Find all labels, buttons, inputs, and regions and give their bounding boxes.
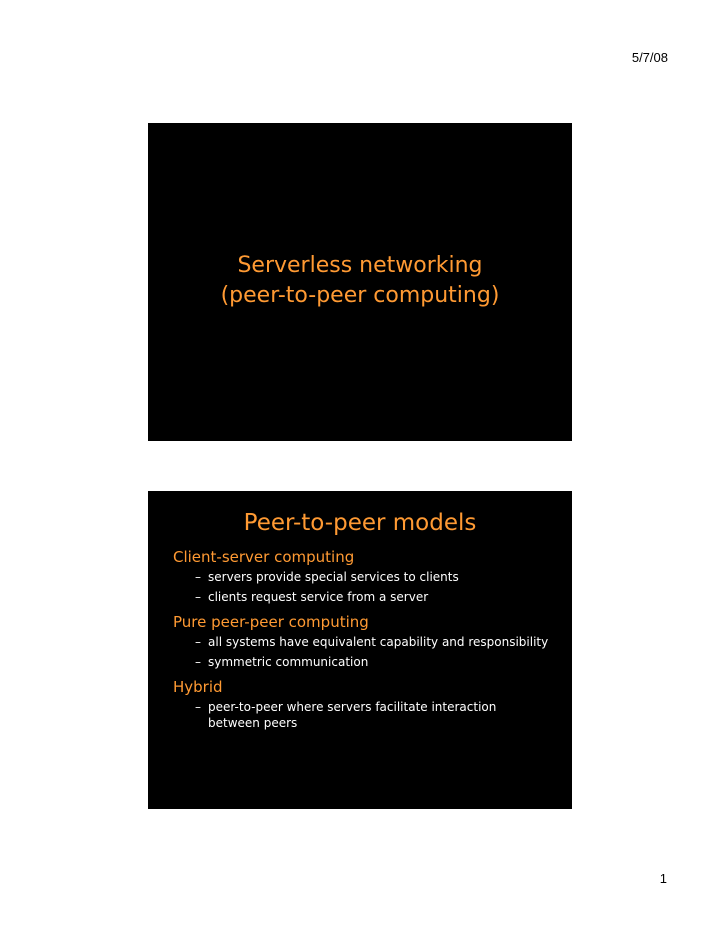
bullet-list bbox=[173, 569, 552, 605]
bullet-item bbox=[173, 569, 552, 585]
slide-peer-to-peer-models bbox=[148, 491, 572, 809]
bullet-text: clients request service from a server bbox=[208, 590, 429, 604]
bullet-text: peer-to-peer where servers facilitate interaction between peers bbox=[208, 700, 497, 730]
page-number: 1 bbox=[659, 871, 667, 886]
bullet-text: symmetric communication bbox=[208, 655, 369, 669]
title-line-1: Serverless networking bbox=[237, 253, 483, 278]
dash-bullet-icon: – bbox=[195, 700, 201, 714]
bullet-text: servers provide special services to clients bbox=[208, 570, 459, 584]
dash-bullet-icon: – bbox=[195, 570, 201, 584]
section-client-server bbox=[173, 547, 552, 605]
section-heading: Pure peer-peer computing bbox=[173, 613, 369, 631]
title-line-2: (peer-to-peer computing) bbox=[220, 283, 500, 308]
section-hybrid bbox=[173, 677, 552, 731]
dash-bullet-icon: – bbox=[195, 655, 201, 669]
page-date: 5/7/08 bbox=[631, 50, 668, 65]
bullet-list bbox=[173, 634, 552, 670]
slide-title bbox=[148, 123, 572, 441]
dash-bullet-icon: – bbox=[195, 635, 201, 649]
bullet-list bbox=[173, 699, 552, 731]
bullet-item bbox=[173, 699, 552, 731]
dash-bullet-icon: – bbox=[195, 590, 201, 604]
slide-heading: Peer-to-peer models bbox=[243, 510, 477, 536]
section-pure-peer-peer bbox=[173, 612, 552, 670]
slide-content bbox=[173, 547, 552, 738]
bullet-text: all systems have equivalent capability and responsibility bbox=[208, 635, 549, 649]
slide-title-text bbox=[148, 251, 572, 311]
bullet-item bbox=[173, 654, 552, 670]
bullet-item bbox=[173, 634, 552, 650]
section-heading: Hybrid bbox=[173, 678, 223, 696]
section-heading: Client-server computing bbox=[173, 548, 355, 566]
bullet-item bbox=[173, 589, 552, 605]
